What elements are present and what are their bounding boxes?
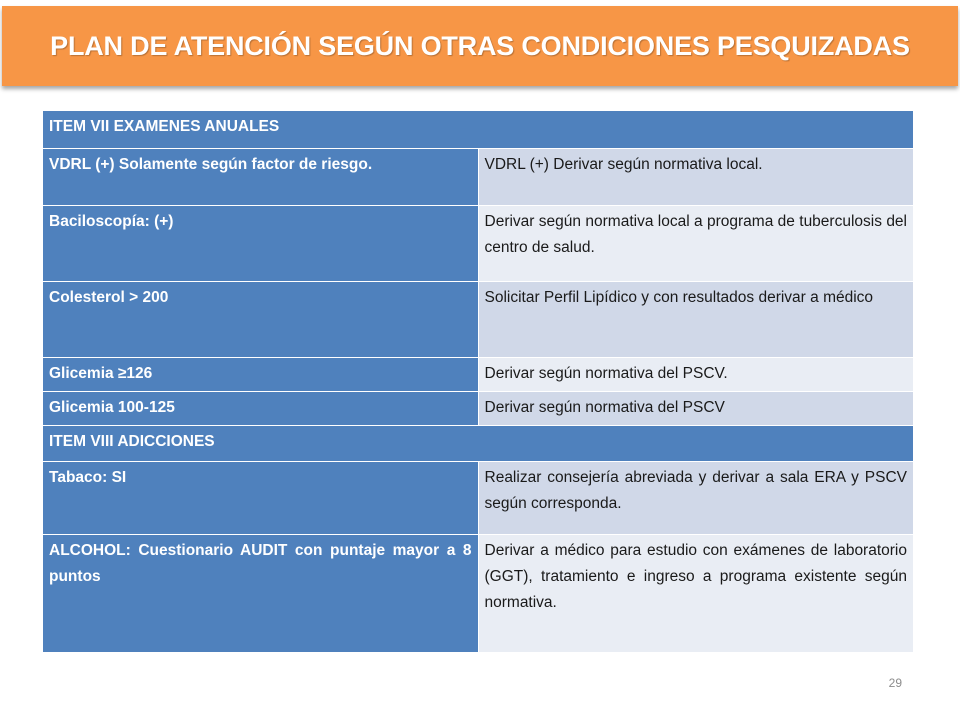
section-row: [43, 111, 914, 149]
table-row: [43, 535, 914, 653]
table-row: [43, 149, 914, 206]
table-row: [43, 206, 914, 282]
action-cell: Derivar a médico para estudio con exámenes de laboratorio (GGT), tratamiento e ingreso a programa existente según normativa.: [478, 535, 914, 653]
action-cell: Derivar según normativa del PSCV: [478, 392, 914, 426]
condition-cell: Glicemia 100-125: [43, 392, 479, 426]
action-cell: Realizar consejería abreviada y derivar a sala ERA y PSCV según corresponda.: [478, 462, 914, 535]
condition-cell: VDRL (+) Solamente según factor de riesgo.: [43, 149, 479, 206]
action-cell: Derivar según normativa local a programa de tuberculosis del centro de salud.: [478, 206, 914, 282]
section-header-addictions: ITEM VIII ADICCIONES: [43, 426, 914, 462]
table-row: [43, 358, 914, 392]
section-header-exams: ITEM VII EXAMENES ANUALES: [43, 111, 914, 149]
table-row: [43, 462, 914, 535]
slide-title: PLAN DE ATENCIÓN SEGÚN OTRAS CONDICIONES PESQUIZADAS: [50, 30, 910, 61]
table-row: [43, 282, 914, 358]
condition-cell: Colesterol > 200: [43, 282, 479, 358]
table-row: [43, 392, 914, 426]
condition-cell: ALCOHOL: Cuestionario AUDIT con puntaje mayor a 8 puntos: [43, 535, 479, 653]
title-bar: [2, 6, 958, 86]
condition-cell: Baciloscopía: (+): [43, 206, 479, 282]
slide-number: 29: [888, 676, 902, 690]
condition-cell: Glicemia ≥126: [43, 358, 479, 392]
condition-cell: Tabaco: SI: [43, 462, 479, 535]
action-cell: VDRL (+) Derivar según normativa local.: [478, 149, 914, 206]
action-cell: Solicitar Perfil Lipídico y con resultados derivar a médico: [478, 282, 914, 358]
care-plan-table: [42, 110, 914, 653]
action-cell: Derivar según normativa del PSCV.: [478, 358, 914, 392]
section-row: [43, 426, 914, 462]
